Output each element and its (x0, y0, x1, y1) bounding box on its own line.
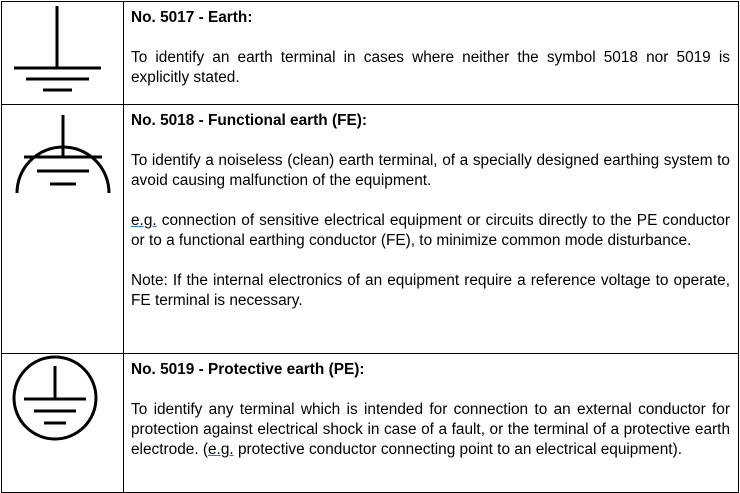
description-text-end: protective conductor connecting point to an electrical equipment). (233, 441, 682, 458)
table-row-5019 (2, 354, 739, 493)
symbol-cell-5019 (2, 354, 124, 493)
entry-description: To identify an earth terminal in cases where neither the symbol 5018 nor 5019 is explicitly stated. (131, 49, 730, 86)
description-cell-5019 (124, 354, 739, 493)
entry-example (131, 211, 730, 251)
entry-description: To identify a noiseless (clean) earth terminal, of a specially designed earthing system to avoid causing malfunction of the equipment. (131, 152, 730, 189)
description-cell-5017 (124, 2, 739, 105)
description-cell-5018 (124, 105, 739, 354)
entry-note: Note: If the internal electronics of an equipment require a reference voltage to operate, FE terminal is necessary. (131, 272, 730, 309)
symbol-cell-5018 (2, 105, 124, 354)
protective-earth-icon (2, 354, 123, 492)
table-row-5017 (2, 2, 739, 105)
functional-earth-icon (2, 105, 123, 353)
entry-description (131, 400, 730, 460)
description-text: To identify any terminal which is intended for connection to an external conductor for protection against electrical shock in case of a fault, or the terminal of a protective earth electrode. ( (131, 401, 730, 458)
earth-ground-icon (2, 2, 123, 104)
earth-symbols-table (1, 1, 739, 493)
entry-title: No. 5019 - Protective earth (PE): (131, 361, 365, 378)
entry-title: No. 5018 - Functional earth (FE): (131, 112, 368, 129)
example-text: connection of sensitive electrical equipment or circuits directly to the PE conductor or to a functional earthing conductor (FE), to minimize common mode disturbance. (131, 212, 730, 249)
table-row-5018 (2, 105, 739, 354)
entry-title: No. 5017 - Earth: (131, 9, 253, 26)
eg-abbreviation: e.g. (131, 212, 157, 229)
eg-abbreviation: e.g. (208, 441, 234, 458)
symbol-cell-5017 (2, 2, 124, 105)
